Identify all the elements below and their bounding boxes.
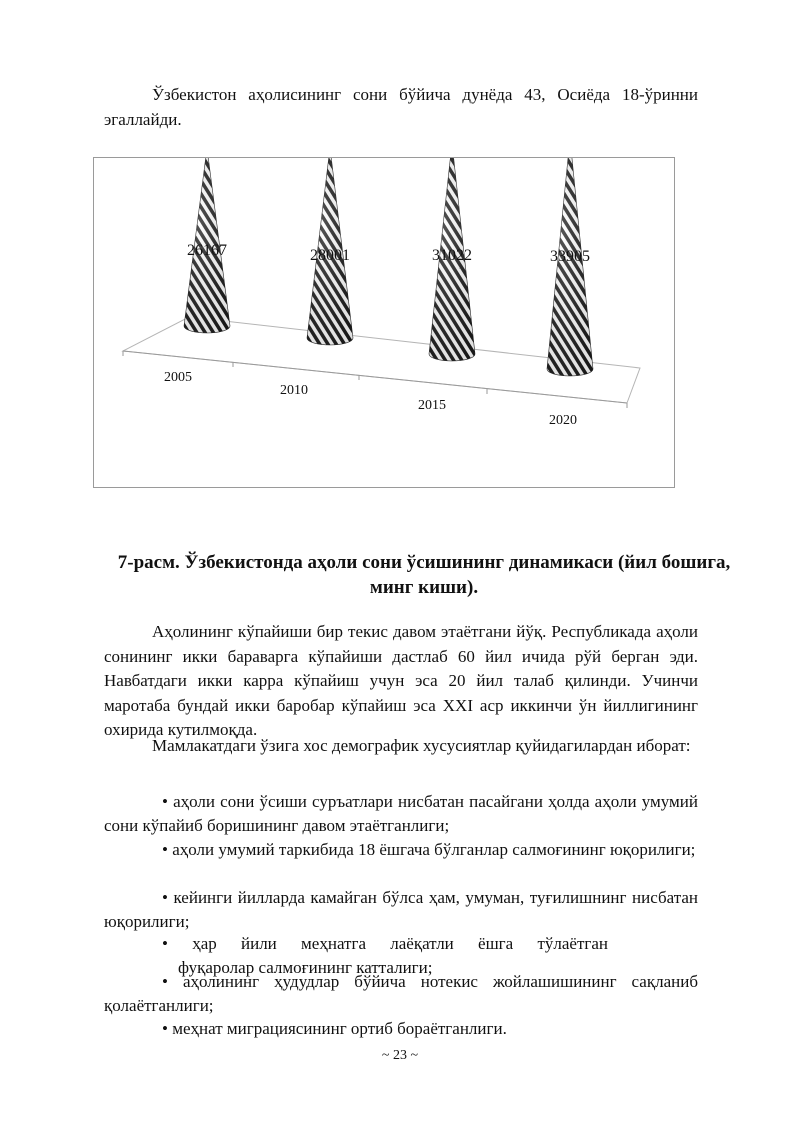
bullet-item-1: • аҳоли сони ўсиши суръатлари нисбатан пасайгани ҳолда аҳоли умумий сони кўпайиб боришининг давом этаётганлиги; (104, 792, 698, 835)
cones-group (184, 158, 593, 376)
category-label-2020: 2020 (549, 413, 577, 428)
intro-paragraph: Ўзбекистон аҳолисининг сони бўйича дунёда 43, Осиёда 18-ўринни эгаллайди. (104, 85, 698, 129)
data-label-2015: 31022 (432, 247, 472, 264)
bullet-item-3: • кейинги йилларда камайган бўлса ҳам, умуман, туғилишнинг нисбатан юқорилиги; (104, 888, 698, 931)
bullet-item-4-line-1: • ҳар йили меҳнатга лаёқатли ёшга тўлаётган (162, 934, 608, 953)
bullet-item-5: • аҳолининг ҳудудлар бўйича нотекис жойлашишининг сақланиб қолаётганлиги; (104, 972, 698, 1015)
labels-group (164, 242, 590, 428)
category-label-2005: 2005 (164, 370, 192, 385)
figure-caption: 7-расм. Ўзбекистонда аҳоли сони ўсишининг динамикаси (йил бошига, минг киши). (117, 552, 731, 598)
bullet-item-4-line-2: фуқаролар салмоғининг катталиги; (178, 958, 433, 977)
data-label-2020: 33905 (550, 248, 590, 265)
bullet-item-2: • аҳоли умумий таркибида 18 ёшгача бўлганлар салмоғининг юқорилиги; (162, 840, 696, 859)
body-paragraph-2: Мамлакатдаги ўзига хос демографик хусусиятлар қуйидагилардан иборат: (152, 736, 691, 755)
category-label-2015: 2015 (418, 398, 446, 413)
body-paragraph-1: Аҳолининг кўпайиши бир текис давом этаётгани йўқ. Республикада аҳоли сонининг икки бараварга кўпайиши дастлаб 60 йил ичида рўй берган эди. Навбатдаги икки карра кўпайиш учун эса 20 йил талаб қилинди. Учинчи маротаба бундай икки баробар кўпайиш эса XXI аср иккинчи ўн йиллигининг охирида кутилмоқда. (104, 622, 698, 739)
data-label-2010: 28001 (310, 247, 350, 264)
cone-bar-2020 (547, 158, 593, 376)
category-label-2010: 2010 (280, 383, 308, 398)
data-label-2005: 26167 (187, 242, 227, 259)
population-cone-chart (93, 157, 675, 488)
chart-canvas (94, 158, 674, 487)
page-number: ~ 23 ~ (381, 1048, 419, 1063)
bullet-item-6: • меҳнат миграциясининг ортиб бораётганлиги. (162, 1019, 507, 1038)
